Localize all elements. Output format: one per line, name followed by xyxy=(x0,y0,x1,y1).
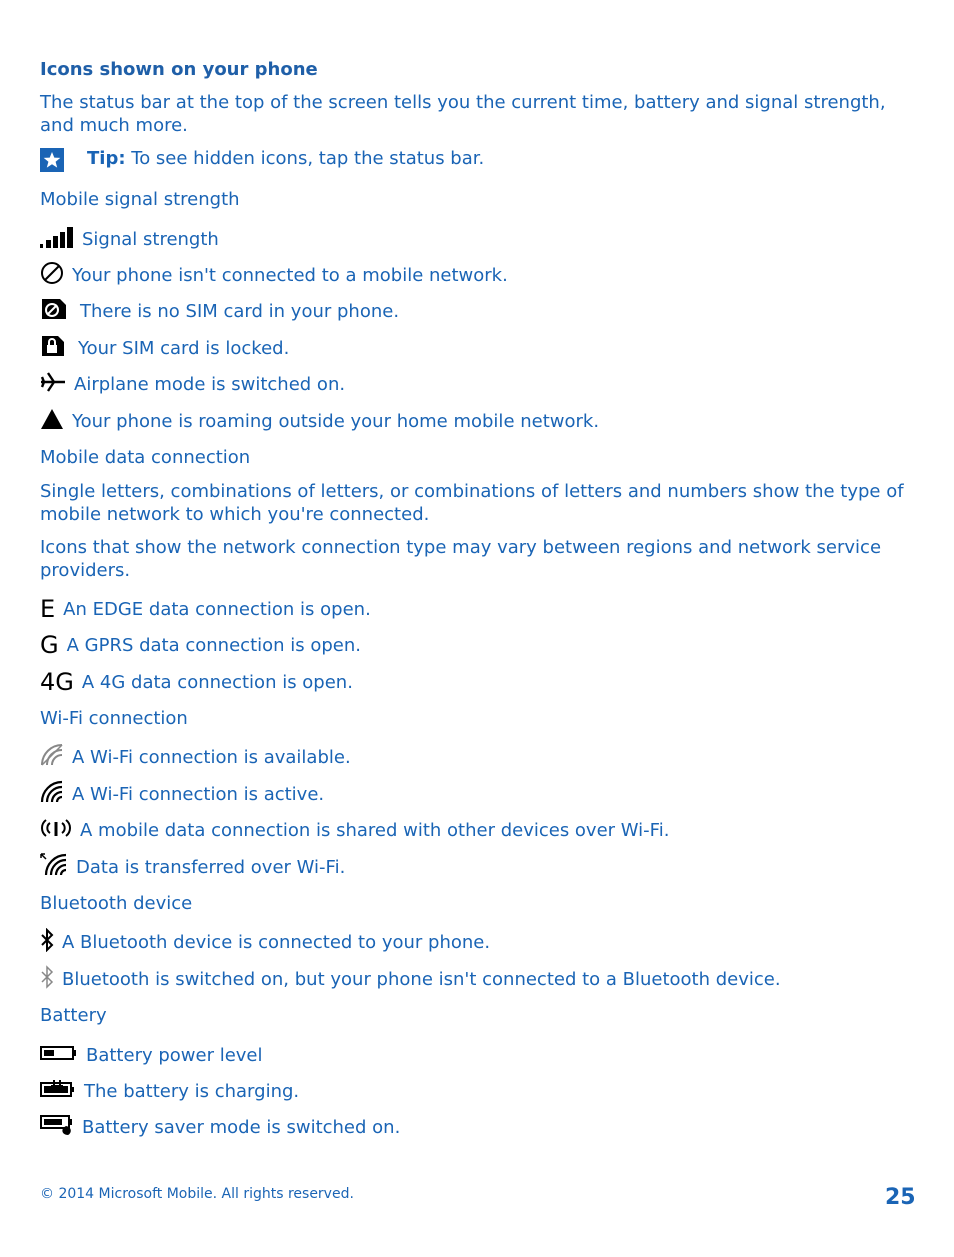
item-text: A Wi-Fi connection is available. xyxy=(72,746,351,768)
item-text: Bluetooth is switched on, but your phone isn't connected to a Bluetooth device. xyxy=(62,968,781,990)
no-network-icon xyxy=(40,261,64,289)
list-item xyxy=(40,780,324,808)
section-title-mobile-data: Mobile data connection xyxy=(40,447,251,468)
list-item xyxy=(40,1113,400,1141)
list-item xyxy=(40,261,508,289)
signal-bars-icon xyxy=(40,226,74,252)
4g-icon: 4G xyxy=(40,668,74,696)
roaming-icon xyxy=(40,408,64,434)
wifi-sharing-icon xyxy=(40,816,72,844)
item-text: Your phone isn't connected to a mobile network. xyxy=(72,264,508,286)
item-text: A Wi-Fi connection is active. xyxy=(72,783,325,805)
mobile-data-paragraph-2: Icons that show the network connection type may vary between regions and network service providers. xyxy=(40,537,882,581)
item-text: Battery power level xyxy=(86,1044,263,1066)
list-item xyxy=(40,853,345,881)
intro-paragraph: The status bar at the top of the screen tells you the current time, battery and signal strength, and much more. xyxy=(40,92,886,136)
list-item xyxy=(40,668,353,696)
list-item xyxy=(40,1077,299,1105)
tip-text xyxy=(87,147,484,170)
bluetooth-connected-icon xyxy=(40,928,54,956)
item-text: A 4G data connection is open. xyxy=(81,671,353,693)
item-text: A mobile data connection is shared with other devices over Wi-Fi. xyxy=(80,819,670,841)
bluetooth-on-icon xyxy=(40,965,54,993)
list-item xyxy=(40,743,351,771)
list-item xyxy=(40,370,345,398)
list-item xyxy=(40,816,669,844)
item-text: An EDGE data connection is open. xyxy=(63,598,371,620)
list-item xyxy=(40,1041,263,1069)
battery-saver-icon xyxy=(40,1113,74,1141)
list-item xyxy=(40,225,219,253)
section-title-wifi: Wi-Fi connection xyxy=(40,708,188,729)
star-icon xyxy=(40,148,64,172)
wifi-available-icon xyxy=(40,743,64,771)
sim-locked-icon xyxy=(40,334,70,362)
page-number: 25 xyxy=(885,1185,916,1210)
airplane-icon xyxy=(40,370,66,398)
list-item xyxy=(40,297,399,325)
section-title-battery: Battery xyxy=(40,1005,107,1026)
wifi-active-icon xyxy=(40,780,64,808)
wifi-transfer-icon xyxy=(40,853,68,881)
item-text: The battery is charging. xyxy=(84,1080,300,1102)
section-title-bluetooth: Bluetooth device xyxy=(40,893,193,914)
edge-icon: E xyxy=(40,595,56,623)
item-text: A GPRS data connection is open. xyxy=(66,634,362,656)
list-item xyxy=(40,631,361,659)
list-item xyxy=(40,965,781,993)
copyright: © 2014 Microsoft Mobile. All rights reserved. xyxy=(40,1186,354,1202)
page-heading: Icons shown on your phone xyxy=(40,59,318,80)
section-title-mobile-signal: Mobile signal strength xyxy=(40,189,240,210)
item-text: Your SIM card is locked. xyxy=(78,337,290,359)
tip-body: To see hidden icons, tap the status bar. xyxy=(125,148,485,169)
battery-level-icon xyxy=(40,1044,78,1066)
mobile-data-paragraph-1: Single letters, combinations of letters, or combinations of letters and numbers show the type of mobile network to which you're connected. xyxy=(40,481,904,525)
item-text: Your phone is roaming outside your home mobile network. xyxy=(72,410,600,432)
no-sim-icon xyxy=(40,297,72,325)
battery-charging-icon xyxy=(40,1078,76,1104)
item-text: Data is transferred over Wi-Fi. xyxy=(76,856,346,878)
item-text: Battery saver mode is switched on. xyxy=(82,1116,401,1138)
item-text: Airplane mode is switched on. xyxy=(74,373,346,395)
list-item xyxy=(40,595,371,623)
list-item xyxy=(40,928,490,956)
item-text: A Bluetooth device is connected to your phone. xyxy=(62,931,491,953)
item-text: Signal strength xyxy=(82,228,219,250)
list-item xyxy=(40,334,289,362)
list-item xyxy=(40,407,599,435)
tip-label: Tip: xyxy=(87,148,126,169)
item-text: There is no SIM card in your phone. xyxy=(80,300,400,322)
gprs-icon: G xyxy=(40,631,59,659)
